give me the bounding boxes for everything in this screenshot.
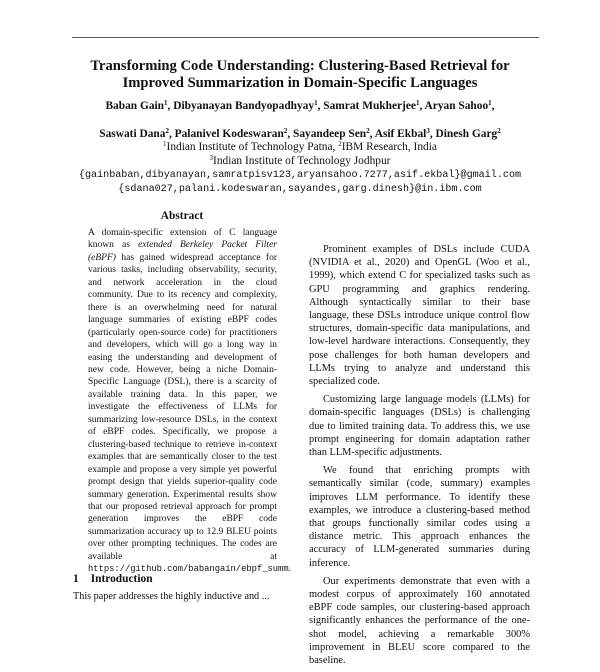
affiliation-line-1 <box>30 140 570 154</box>
author-separator: , <box>369 128 375 140</box>
affil-mark: 3 <box>209 154 214 162</box>
author-name: Dibyanayan Bandyopadhyay <box>173 100 315 112</box>
author-name: Palanivel Kodeswaran <box>174 128 284 140</box>
title-line-2: Improved Summarization in Domain-Specific Languages <box>122 75 478 91</box>
title-line-1: Transforming Code Understanding: Clustering-Based Retrieval for <box>90 58 510 74</box>
section-title: Introduction <box>90 573 153 585</box>
affil-mark: 2 <box>338 140 342 148</box>
author-name: Sayandeep Sen <box>293 128 367 140</box>
author-separator: , <box>287 128 294 140</box>
section-number: 1 <box>73 573 79 585</box>
author-affil-mark: 2 <box>165 127 169 135</box>
abstract-body <box>88 227 291 576</box>
abstract-text: . <box>288 564 291 575</box>
author-name: Baban Gain <box>105 100 165 112</box>
email-line-2: {sdana027,palani.kodeswaran,sayandes,garg.dinesh}@in.ibm.com <box>118 184 482 195</box>
header-rule <box>72 37 539 38</box>
affil-text: IBM Research, India <box>341 141 437 153</box>
author-affil-mark: 1 <box>164 99 168 107</box>
author-affil-mark: 2 <box>497 127 501 135</box>
code-url-link[interactable]: https://github.com/babangain/ebpf_summ <box>88 564 289 575</box>
paragraph: Customizing large language models (LLMs) for domain-specific languages (DSLs) is challenging due to limited training data. To address this, we use prompt engineering for domain adaptation rather than LLM-specific adjustments. <box>309 394 530 459</box>
author-name: Saswati Dana <box>99 128 166 140</box>
author-affil-mark: 1 <box>314 99 318 107</box>
email-line-1: {gainbaban,dibyanayan,samratpisv123,aryansahoo.7277,asif.ekbal}@gmail.com <box>78 170 522 181</box>
author-separator: , <box>317 100 324 112</box>
authors-line-2 <box>30 127 570 141</box>
paragraph: Our experiments demonstrate that even with a modest corpus of approximately 160 annotated eBPF code samples, our clustering-based approach significantly enhances the performance of the one-shot model, achieving a remarkable 300% improvement in BLEU score compared to the baseline. <box>309 575 530 667</box>
author-affil-mark: 3 <box>426 127 430 135</box>
intro-first-line: This paper addresses the highly inductive and ... <box>73 591 270 602</box>
abstract-heading: Abstract <box>160 210 204 222</box>
abstract-text: A domain-specific extension of C language known as <box>88 228 277 251</box>
author-name: Aryan Sahoo <box>424 100 489 112</box>
paragraph: We found that enriching prompts with semantically similar (code, summary) examples improves LLM performance. To identify these examples, we introduce a clustering-based method that groups functionally similar codes using a distance metric. This approach enhances the accuracy of LLM-generated summaries during inference. <box>309 465 530 569</box>
author-affil-mark: 2 <box>366 127 370 135</box>
paper-title <box>40 58 560 92</box>
affil-mark: 1 <box>163 140 167 148</box>
author-affil-mark: 2 <box>283 127 288 135</box>
abstract-italic-term: extended Berkeley Packet Filter (eBPF) <box>88 240 277 263</box>
author-affil-mark: 1 <box>415 99 420 107</box>
right-column <box>309 243 530 672</box>
author-name: Asif Ekbal <box>374 128 427 140</box>
affil-text: Indian Institute of Technology Jodhpur <box>213 155 391 167</box>
author-separator: , <box>419 100 425 112</box>
affil-text: Indian Institute of Technology Patna, <box>166 141 339 153</box>
author-name: Samrat Mukherjee <box>323 100 416 112</box>
author-separator: , <box>491 100 495 112</box>
paragraph: Prominent examples of DSLs include CUDA (NVIDIA et al., 2020) and OpenGL (Woo et al., 1999), which extend C for specialized tasks such as GPU programming and graphics rendering. Although syntactically similar to their base language, these DSLs introduce unique control flow structures, domain-specific data manipulations, and low-level hardware interactions. Consequently, they pose challenges for both human developers and LLMs trying to analyze and understand this specialized code. <box>309 244 530 388</box>
author-separator: , <box>429 128 436 140</box>
section-heading-introduction <box>73 573 153 585</box>
affiliation-line-2 <box>30 154 570 168</box>
authors-line-1 <box>30 99 570 113</box>
author-separator: , <box>168 128 175 140</box>
author-affil-mark: 1 <box>488 99 492 107</box>
abstract-text: has gained widespread acceptance for various tasks, including observability, security, and network acceleration in the cloud community. Due to its recency and complexity, there is an overwhelming need for natural language summaries of existing eBPF codes (particularly open-source code) for practitioners and developers, which will go a long way in easing the understanding and development of new code. However, being a niche Domain-Specific Language (DSL), there is a scarcity of available training data. In this paper, we investigate the effectiveness of LLMs for summarizing low-resource DSLs, in the context of eBPF codes. Specifically, we propose a clustering-based technique to retrieve in-context examples that are semantically closer to the test example and propose a very simple yet powerful prompt design that yields superior-quality code summary generation. Experimental results show that our proposed retrieval approach for prompt generation improves the eBPF code summarization accuracy up to 12.9 BLEU points over other prompting techniques. The codes are available at <box>88 252 277 562</box>
author-separator: , <box>167 100 174 112</box>
author-name: Dinesh Garg <box>435 128 498 140</box>
